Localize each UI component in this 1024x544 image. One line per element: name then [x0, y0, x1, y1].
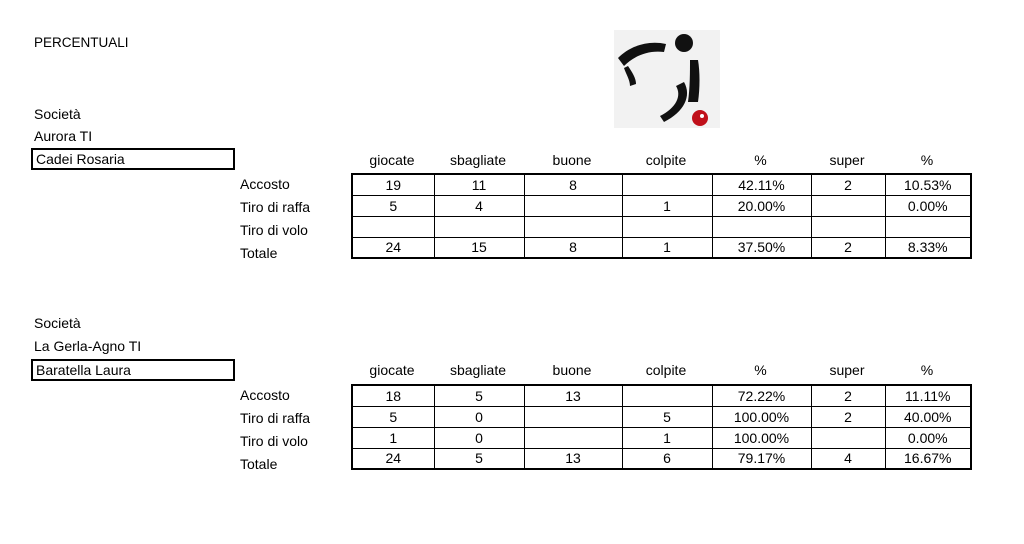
society-label: Società: [34, 315, 81, 331]
table-cell: 5: [434, 448, 524, 469]
table-cell: 4: [434, 195, 524, 216]
col-header-sbagliate: sbagliate: [449, 362, 507, 378]
player-name-box: Baratella Laura: [31, 359, 235, 381]
table-row: [352, 448, 971, 469]
table-cell: [811, 427, 885, 448]
table-cell: 11.11%: [885, 385, 971, 406]
table-cell: [524, 406, 622, 427]
table-cell: [524, 427, 622, 448]
table-row: [352, 406, 971, 427]
col-header-buone: buone: [552, 362, 592, 378]
table-cell: 1: [622, 195, 712, 216]
row-label-totale: Totale: [240, 245, 278, 261]
table-cell: [524, 216, 622, 237]
table-cell: [811, 216, 885, 237]
stats-table: [351, 384, 972, 470]
table-cell: [622, 174, 712, 195]
table-row: [352, 174, 971, 195]
col-header-super: super: [829, 152, 865, 168]
table-row: [352, 427, 971, 448]
page-title: PERCENTUALI: [34, 35, 129, 50]
table-cell: 2: [811, 174, 885, 195]
table-cell: [622, 216, 712, 237]
row-label-tiro-raffa: Tiro di raffa: [240, 199, 311, 215]
table-cell: 42.11%: [712, 174, 811, 195]
row-label-accosto: Accosto: [240, 387, 290, 403]
table-cell: 11: [434, 174, 524, 195]
table-cell: 5: [352, 195, 434, 216]
table-cell: 1: [622, 427, 712, 448]
col-header-percent: %: [754, 362, 767, 378]
table-cell: 8.33%: [885, 237, 971, 258]
table-cell: 2: [811, 385, 885, 406]
col-header-super-percent: %: [920, 152, 934, 168]
table-cell: 5: [434, 385, 524, 406]
table-cell: 100.00%: [712, 427, 811, 448]
table-cell: [885, 216, 971, 237]
row-label-totale: Totale: [240, 456, 278, 472]
society-name: La Gerla-Agno TI: [34, 338, 142, 354]
row-label-tiro-volo: Tiro di volo: [240, 222, 308, 238]
table-cell: 10.53%: [885, 174, 971, 195]
table-cell: [712, 216, 811, 237]
table-cell: 6: [622, 448, 712, 469]
table-cell: 72.22%: [712, 385, 811, 406]
col-header-super: super: [829, 362, 865, 378]
table-cell: 16.67%: [885, 448, 971, 469]
society-name: Aurora TI: [34, 128, 93, 144]
table-cell: 100.00%: [712, 406, 811, 427]
table-cell: 24: [352, 448, 434, 469]
row-label-tiro-volo: Tiro di volo: [240, 433, 308, 449]
table-cell: 0: [434, 406, 524, 427]
table-cell: [622, 385, 712, 406]
col-header-colpite: colpite: [645, 362, 687, 378]
table-cell: 0.00%: [885, 195, 971, 216]
table-cell: 4: [811, 448, 885, 469]
col-header-buone: buone: [552, 152, 592, 168]
row-label-tiro-raffa: Tiro di raffa: [240, 410, 311, 426]
table-cell: 2: [811, 237, 885, 258]
stats-table: [351, 173, 972, 259]
table-cell: 13: [524, 385, 622, 406]
society-label: Società: [34, 106, 81, 122]
col-header-super-percent: %: [920, 362, 934, 378]
table-cell: 0.00%: [885, 427, 971, 448]
table-cell: 79.17%: [712, 448, 811, 469]
table-cell: 18: [352, 385, 434, 406]
col-header-sbagliate: sbagliate: [449, 152, 507, 168]
table-cell: 13: [524, 448, 622, 469]
col-header-percent: %: [754, 152, 767, 168]
table-cell: 20.00%: [712, 195, 811, 216]
table-cell: [352, 216, 434, 237]
col-header-giocate: giocate: [369, 362, 415, 378]
table-cell: 24: [352, 237, 434, 258]
table-cell: 19: [352, 174, 434, 195]
table-cell: 5: [622, 406, 712, 427]
col-header-giocate: giocate: [369, 152, 415, 168]
table-cell: 1: [622, 237, 712, 258]
table-cell: 8: [524, 174, 622, 195]
table-cell: [524, 195, 622, 216]
table-cell: 8: [524, 237, 622, 258]
col-header-colpite: colpite: [645, 152, 687, 168]
table-cell: 15: [434, 237, 524, 258]
bocce-player-logo-icon: [614, 30, 720, 128]
table-row: [352, 237, 971, 258]
table-cell: 40.00%: [885, 406, 971, 427]
row-label-accosto: Accosto: [240, 176, 290, 192]
table-cell: 5: [352, 406, 434, 427]
table-cell: 37.50%: [712, 237, 811, 258]
table-cell: [811, 195, 885, 216]
player-name-box: Cadei Rosaria: [31, 148, 235, 170]
table-row: [352, 385, 971, 406]
table-cell: [434, 216, 524, 237]
table-cell: 1: [352, 427, 434, 448]
table-cell: 0: [434, 427, 524, 448]
table-row: [352, 216, 971, 237]
table-cell: 2: [811, 406, 885, 427]
table-row: [352, 195, 971, 216]
